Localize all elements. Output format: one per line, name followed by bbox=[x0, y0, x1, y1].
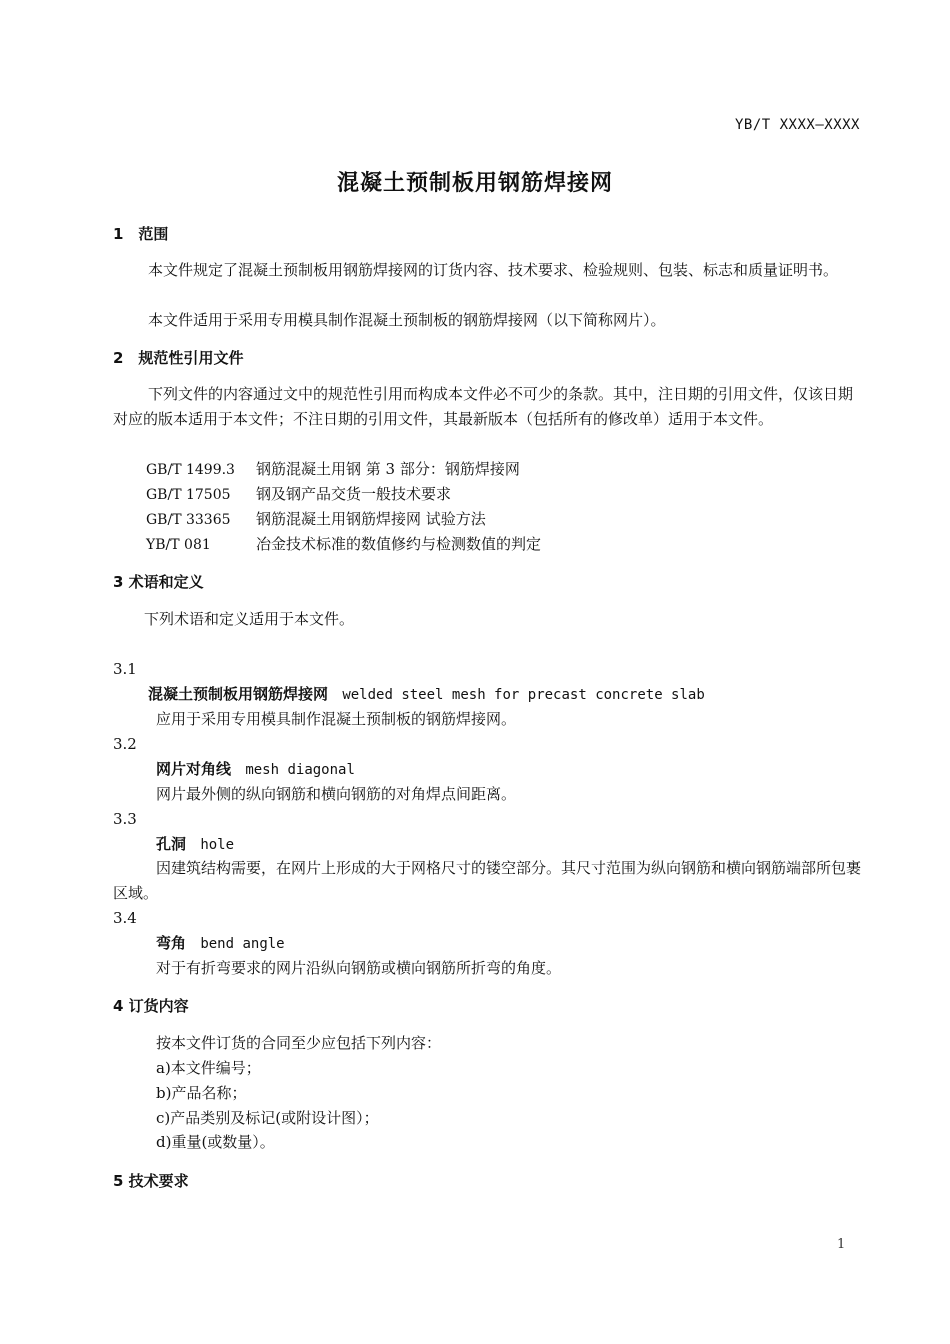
reference-code: GB/T 33365 bbox=[146, 512, 231, 528]
reference-title: 冶金技术标准的数值修约与检测数值的判定 bbox=[256, 535, 542, 553]
reference-title: 钢筋混凝土用钢 第 3 部分：钢筋焊接网 bbox=[256, 460, 520, 478]
section-2-paragraph-1: 下列文件的内容通过文中的规范性引用而构成本文件必不可少的条款。其中，注日期的引用文件，仅该日期对应的版本适用于本文件；不注日期的引用文件，其最新版本（包括所有的修改单）适用于本文件。 bbox=[113, 385, 854, 428]
term-heading bbox=[156, 931, 285, 957]
section-4-intro: 按本文件订货的合同至少应包括下列内容： bbox=[156, 1034, 442, 1052]
section-1-heading: 1 范围 bbox=[113, 225, 169, 243]
term-english: bend angle bbox=[200, 936, 285, 952]
term-chinese: 孔洞 bbox=[156, 835, 187, 853]
reference-item bbox=[146, 457, 520, 483]
reference-title: 钢及钢产品交货一般技术要求 bbox=[256, 485, 452, 503]
page-number: 1 bbox=[837, 1237, 846, 1252]
term-heading bbox=[148, 682, 705, 708]
section-3-heading: 3 术语和定义 bbox=[113, 573, 204, 591]
section-5-heading: 5 技术要求 bbox=[113, 1172, 189, 1190]
term-english: mesh diagonal bbox=[245, 762, 355, 778]
reference-code: GB/T 1499.3 bbox=[146, 462, 235, 478]
reference-item bbox=[146, 532, 541, 558]
term-english: welded steel mesh for precast concrete slab bbox=[342, 687, 705, 703]
term-number: 3.1 bbox=[113, 660, 137, 678]
reference-item bbox=[146, 482, 451, 508]
section-3-intro: 下列术语和定义适用于本文件。 bbox=[144, 610, 355, 628]
reference-code: YB/T 081 bbox=[146, 537, 211, 553]
term-number: 3.4 bbox=[113, 909, 137, 927]
reference-title: 钢筋混凝土用钢筋焊接网 试验方法 bbox=[256, 510, 486, 528]
term-definition: 网片最外侧的纵向钢筋和横向钢筋的对角焊点间距离。 bbox=[156, 785, 517, 803]
term-number: 3.2 bbox=[113, 735, 137, 753]
term-chinese: 弯角 bbox=[156, 934, 187, 952]
list-item: c)产品类别及标记(或附设计图）； bbox=[156, 1109, 379, 1127]
term-definition: 应用于采用专用模具制作混凝土预制板的钢筋焊接网。 bbox=[156, 710, 517, 728]
standard-number: YB/T XXXX—XXXX bbox=[734, 117, 860, 133]
section-1-paragraph-2: 本文件适用于采用专用模具制作混凝土预制板的钢筋焊接网（以下简称网片）。 bbox=[148, 311, 666, 329]
term-heading bbox=[156, 757, 355, 783]
list-item: b)产品名称； bbox=[156, 1084, 247, 1102]
document-title: 混凝土预制板用钢筋焊接网 bbox=[336, 171, 613, 196]
term-number: 3.3 bbox=[113, 810, 137, 828]
section-2-heading: 2 规范性引用文件 bbox=[113, 349, 244, 367]
section-4-heading: 4 订货内容 bbox=[113, 997, 189, 1015]
term-english: hole bbox=[200, 837, 235, 853]
list-item: d)重量(或数量）。 bbox=[156, 1133, 275, 1151]
term-heading bbox=[156, 832, 234, 858]
list-item: a)本文件编号； bbox=[156, 1059, 261, 1077]
section-1-paragraph-1: 本文件规定了混凝土预制板用钢筋焊接网的订货内容、技术要求、检验规则、包装、标志和质量证明书。 bbox=[148, 261, 839, 279]
term-definition: 因建筑结构需要，在网片上形成的大于网格尺寸的镂空部分。其尺寸范围为纵向钢筋和横向钢筋端部所包裹区域。 bbox=[113, 859, 862, 902]
term-definition: 对于有折弯要求的网片沿纵向钢筋或横向钢筋所折弯的角度。 bbox=[156, 959, 562, 977]
reference-code: GB/T 17505 bbox=[146, 487, 231, 503]
reference-item bbox=[146, 507, 486, 533]
term-chinese: 混凝土预制板用钢筋焊接网 bbox=[148, 685, 329, 703]
term-chinese: 网片对角线 bbox=[156, 760, 232, 778]
